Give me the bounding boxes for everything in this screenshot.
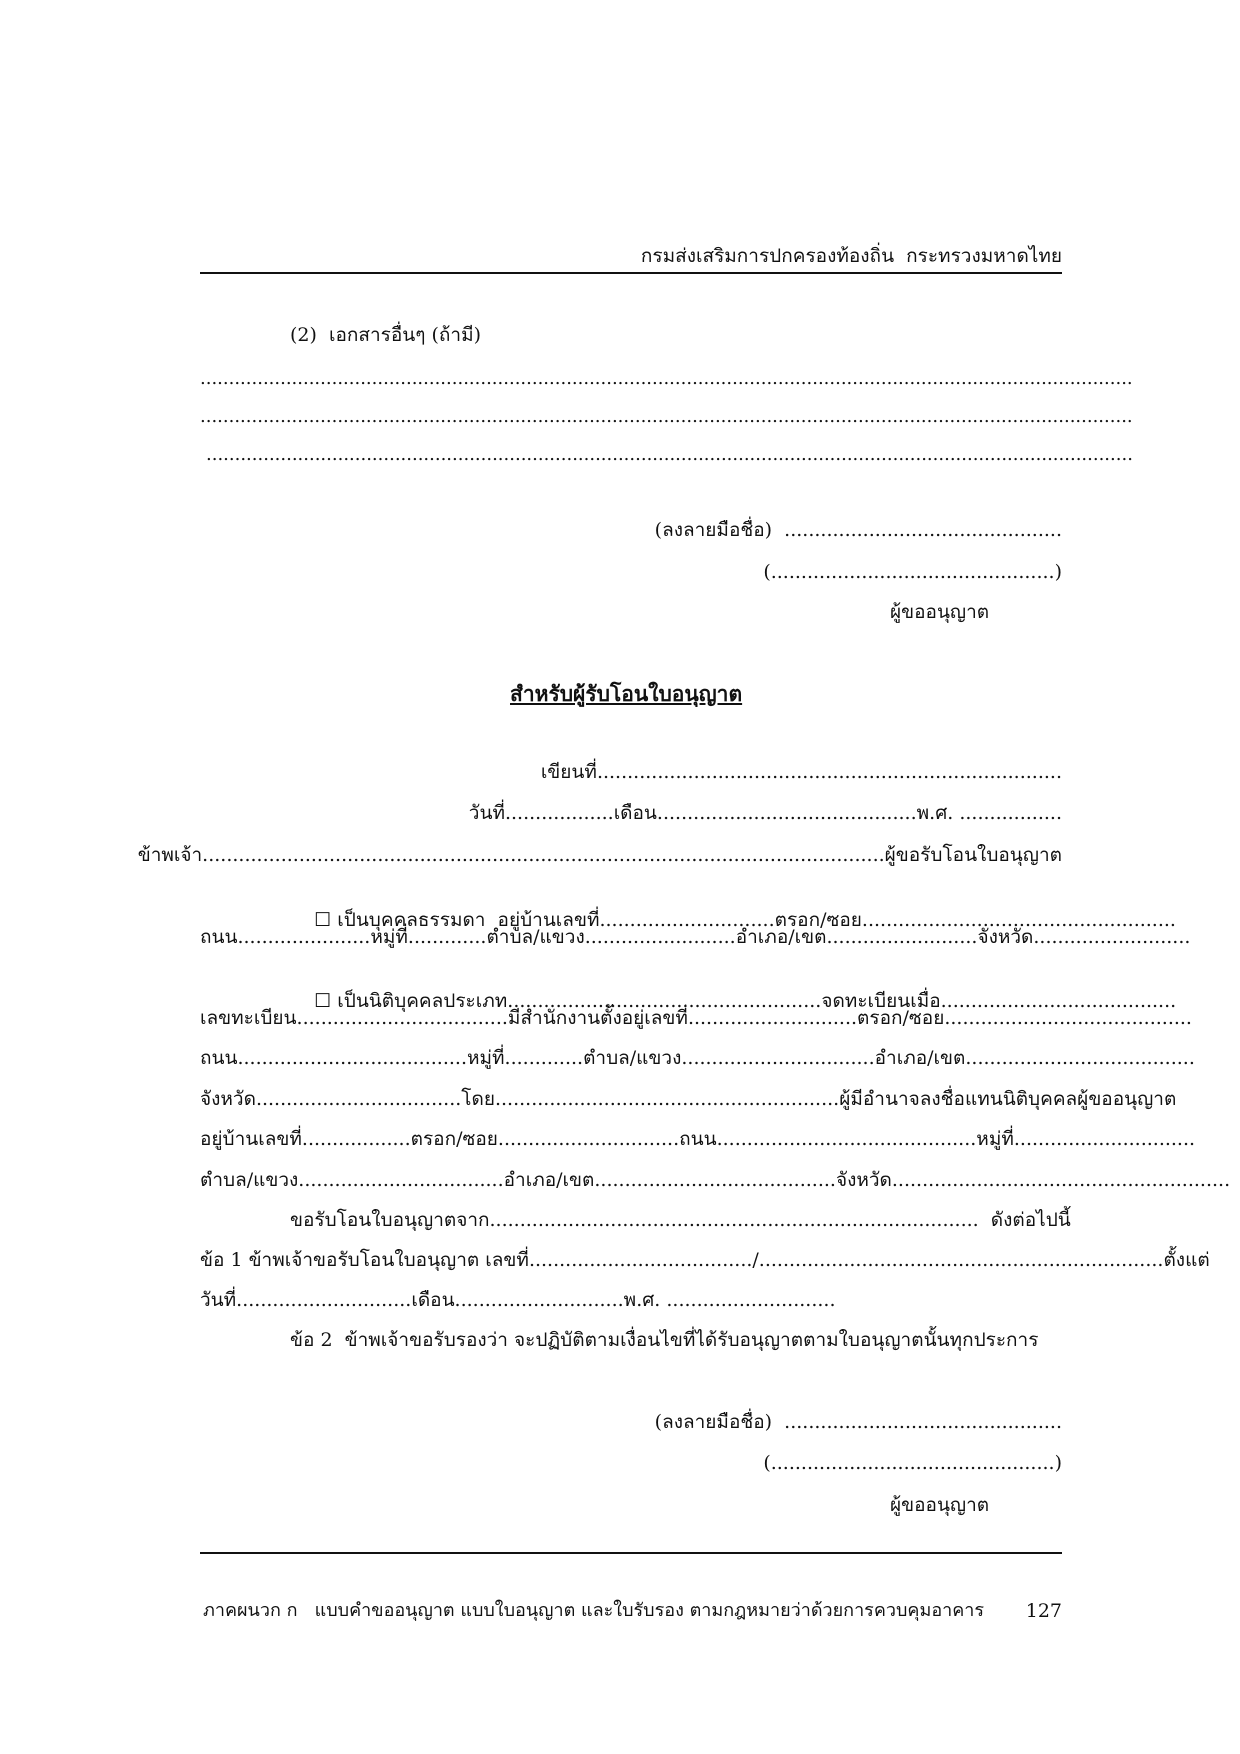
form-line-written-at: เขียนที่............................................................................. [540, 761, 1062, 783]
form-line-clause-1-date: วันที่.............................เดือน............................พ.ศ. ............................ [200, 1289, 836, 1311]
signature-2-role: ผู้ขออนุญาต [890, 1494, 990, 1516]
page-number: 127 [1025, 1600, 1062, 1622]
form-line-date: วันที่..................เดือน...........................................พ.ศ. ................. [468, 802, 1062, 824]
header-agency: กรมส่งเสริมการปกครองท้องถิ่น กระทรวงมหาดไทย [640, 245, 1062, 267]
other-docs-line-1: ................................................................................................................................................................... [200, 368, 1133, 389]
juristic-person-checkbox[interactable]: ☐ [314, 990, 332, 1012]
signature-2-name: (...............................................) [763, 1452, 1062, 1474]
form-line-registration: เลขทะเบียน...................................มีสำนักงานตั้งอยู่เลขที่............................ตรอก/ซอย......................................... [200, 1007, 1192, 1029]
section-title: สำหรับผู้รับโอนใบอนุญาต [510, 681, 743, 706]
other-docs-line-3: .................................................................................................................................................................. [206, 444, 1133, 465]
footer-text: ภาคผนวก ก แบบคำขออนุญาต แบบใบอนุญาต และใบรับรอง ตามกฎหมายว่าด้วยการควบคุมอาคาร [203, 1600, 985, 1621]
other-docs-line-2: ................................................................................................................................................................... [200, 406, 1133, 427]
form-line-address-1: ถนน......................หมู่ที่.............ตำบล/แขวง.........................อำเภอ/เขต.........................จังหวัด.......................... [200, 926, 1191, 948]
signature-1-name: (...............................................) [763, 561, 1062, 583]
form-line-clause-1: ข้อ 1 ข้าพเจ้าขอรับโอนใบอนุญาต เลขที่...................................../...................................................................ตั้งแต่ [200, 1249, 1210, 1271]
form-line-applicant: ข้าพเจ้า.................................................................................................................ผู้ขอรับโอนใบอนุญาต [137, 844, 1062, 866]
juristic-person-label: เป็นนิติบุคคลประเภท....................................................จดทะเบียนเมื่อ....................................... [337, 990, 1177, 1012]
form-line-address-4: ตำบล/แขวง..................................อำเภอ/เขต........................................จังหวัด........................................................ [200, 1169, 1231, 1191]
form-line-transfer-from: ขอรับโอนใบอนุญาตจาก................................................................................. ดังต่อไปนี้ [290, 1209, 1071, 1231]
form-line-authorized: จังหวัด..................................โดย.........................................................ผู้มีอำนาจลงชื่อแทนนิติบุคคลผู้ขออนุญาต [200, 1088, 1177, 1110]
footer-rule [200, 1552, 1062, 1554]
header-rule [200, 272, 1062, 274]
natural-person-label: เป็นบุคคลธรรมดา อยู่บ้านเลขที่.............................ตรอก/ซอย.................................................... [337, 909, 1176, 931]
signature-2-sign: (ลงลายมือชื่อ) .............................................. [654, 1411, 1062, 1433]
signature-1-sign: (ลงลายมือชื่อ) .............................................. [654, 519, 1062, 541]
natural-person-checkbox[interactable]: ☐ [314, 909, 332, 931]
signature-1-role: ผู้ขออนุญาต [890, 601, 990, 623]
form-line-address-2: ถนน......................................หมู่ที่.............ตำบล/แขวง................................อำเภอ/เขต...................................... [200, 1047, 1195, 1069]
other-docs-heading: (2) เอกสารอื่นๆ (ถ้ามี) [290, 324, 482, 346]
form-line-address-3: อยู่บ้านเลขที่..................ตรอก/ซอย..............................ถนน...........................................หมู่ที่.............................. [200, 1128, 1196, 1150]
form-line-clause-2: ข้อ 2 ข้าพเจ้าขอรับรองว่า จะปฏิบัติตามเงื่อนไขที่ได้รับอนุญาตตามใบอนุญาตนั้นทุกประการ [290, 1329, 1039, 1351]
